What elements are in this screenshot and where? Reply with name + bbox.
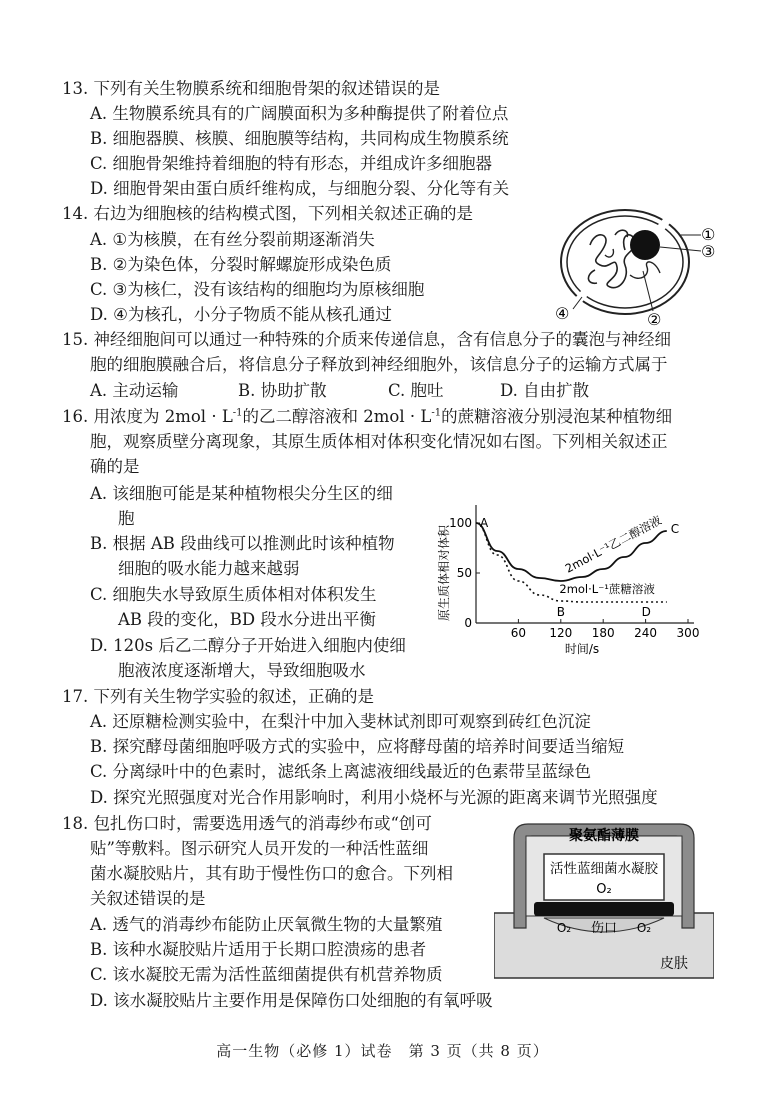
page-footer: 高一生物（必修 1）试卷 第 3 页（共 8 页）	[216, 1042, 549, 1060]
q14-option-d: D. ④为核孔，小分子物质不能从核孔通过	[90, 305, 392, 324]
q17-option-d: D. 探究光照强度对光合作用影响时，利用小烧杯与光源的距离来调节光照强度	[90, 788, 658, 807]
y-axis-label: 原生质体相对体积	[437, 524, 451, 622]
q15-option-d: D. 自由扩散	[500, 381, 590, 400]
q17-option-c: C. 分离绿叶中的色素时，滤纸条上离滤液细线最近的色素带呈蓝绿色	[90, 762, 592, 781]
q18-line2: 贴”等敷料。图示研究人员开发的一种活性蓝细	[90, 839, 429, 858]
q16-option-b1: B. 根据 AB 段曲线可以推测此时该种植物	[90, 534, 395, 553]
leader-line-4	[573, 297, 582, 309]
nucleolus	[630, 230, 660, 260]
q18-option-b: B. 该种水凝胶贴片适用于长期口腔溃疡的患者	[90, 940, 427, 959]
q18-line4: 关叙述错误的是	[90, 889, 206, 908]
q14-option-a: A. ①为核膜，在有丝分裂前期逐渐消失	[90, 230, 375, 249]
wound-label: 伤口	[590, 921, 618, 936]
nuclear-pore	[576, 290, 589, 303]
q16-option-c1: C. 细胞失水导致原生质体相对体积发生	[90, 585, 377, 604]
q16-line1	[62, 404, 672, 429]
y-tick-label: 100	[449, 516, 472, 530]
q15-line1: 15. 神经细胞间可以通过一种特殊的介质来传递信息，含有信息分子的囊泡与神经细	[62, 330, 671, 349]
hydrogel-base	[534, 902, 674, 916]
o2-top-label: O₂	[596, 882, 612, 897]
q16-option-d1: D. 120s 后乙二醇分子开始进入细胞内使细	[90, 636, 406, 655]
q13-option-d: D. 细胞骨架由蛋白质纤维构成，与细胞分裂、分化等有关	[90, 179, 510, 198]
nuclear-pore	[658, 218, 671, 231]
q18-option-c: C. 该水凝胶无需为活性蓝细菌提供有机营养物质	[90, 965, 443, 984]
q16-line3: 确的是	[90, 457, 140, 476]
series-label-ethylene-glycol: 2mol·L⁻¹乙二醇溶液	[562, 513, 664, 576]
q16-option-d2: 胞液浓度逐渐增大，导致细胞吸水	[118, 661, 366, 680]
x-tick-label: 180	[591, 626, 615, 640]
x-axis-label: 时间/s	[564, 642, 600, 656]
q16-sup-1: -1	[232, 407, 243, 419]
q14-option-b: B. ②为染色体，分裂时解螺旋形成染色质	[90, 255, 392, 274]
q18-line3: 菌水凝胶贴片，其有助于慢性伤口的愈合。下列相	[90, 864, 453, 883]
label-3: ③	[701, 242, 716, 261]
q16-line1-pre: 16. 用浓度为 2mol · L	[62, 407, 233, 426]
q16-option-a2: 胞	[118, 509, 135, 528]
q16-option-a1: A. 该细胞可能是某种植物根尖分生区的细	[90, 484, 393, 503]
membrane-label: 聚氨酯薄膜	[569, 828, 639, 844]
q15-option-a: A. 主动运输	[90, 381, 179, 400]
point-label-b: B	[556, 605, 566, 619]
point-label-a: A	[480, 516, 489, 530]
q17-stem: 17. 下列有关生物学实验的叙述，正确的是	[62, 687, 374, 706]
point-label-c: C	[670, 522, 680, 536]
q13-stem: 13. 下列有关生物膜系统和细胞骨架的叙述错误的是	[62, 79, 440, 98]
nucleus-diagram	[555, 205, 725, 335]
q18-line1: 18. 包扎伤口时，需要选用透气的消毒纱布或“创可	[62, 814, 432, 833]
gel-label: 活性蓝细菌水凝胶	[550, 861, 658, 877]
x-tick-label: 300	[676, 626, 700, 640]
q14-option-c: C. ③为核仁，没有该结构的细胞均为原核细胞	[90, 280, 425, 299]
y-tick-label: 0	[464, 616, 472, 630]
o2-left-label: O₂	[556, 921, 572, 935]
q17-option-b: B. 探究酵母菌细胞呼吸方式的实验中，应将酵母菌的培养时间要适当缩短	[90, 737, 625, 756]
q13-option-c: C. 细胞骨架维持着细胞的特有形态，并组成许多细胞器	[90, 154, 493, 173]
q13-option-a: A. 生物膜系统具有的广阔膜面积为多种酶提供了附着位点	[90, 104, 509, 123]
q18-option-d: D. 该水凝胶贴片主要作用是保障伤口处细胞的有氧呼吸	[90, 991, 493, 1010]
skin-label: 皮肤	[660, 956, 688, 972]
q15-option-c: C. 胞吐	[388, 381, 444, 400]
q13-option-b: B. 细胞器膜、核膜、细胞膜等结构，共同构成生物膜系统	[90, 129, 509, 148]
hydrogel-patch-diagram	[494, 818, 714, 983]
q16-option-c2: AB 段的变化，BD 段水分进出平衡	[118, 610, 376, 629]
q14-stem: 14. 右边为细胞核的结构模式图，下列相关叙述正确的是	[62, 204, 473, 223]
q16-line1-post: 的蔗糖溶液分别浸泡某种植物细	[441, 407, 673, 426]
x-tick-label: 120	[549, 626, 573, 640]
x-tick-label: 240	[634, 626, 658, 640]
q16-line1-mid: 的乙二醇溶液和 2mol · L	[242, 407, 432, 426]
q16-option-b2: 细胞的吸水能力越来越弱	[118, 559, 300, 578]
chromatin	[588, 230, 635, 287]
volume-chart	[434, 478, 714, 658]
label-2: ②	[647, 310, 662, 329]
q18-option-a: A. 透气的消毒纱布能防止厌氧微生物的大量繁殖	[90, 915, 443, 934]
q17-option-a: A. 还原糖检测实验中，在梨汁中加入斐林试剂即可观察到砖红色沉淀	[90, 712, 591, 731]
series-label-sucrose: 2mol·L⁻¹蔗糖溶液	[559, 582, 655, 596]
point-label-d: D	[641, 605, 651, 619]
q16-sup-2: -1	[431, 407, 442, 419]
o2-right-label: O₂	[636, 921, 652, 935]
q15-option-b: B. 协助扩散	[238, 381, 327, 400]
label-1: ①	[701, 225, 716, 244]
y-tick-label: 50	[456, 566, 472, 580]
q16-line2: 胞，观察质壁分离现象，其原生质体相对体积变化情况如右图。下列相关叙述正	[90, 432, 668, 451]
q15-line2: 胞的细胞膜融合后，将信息分子释放到神经细胞外，该信息分子的运输方式属于	[90, 355, 668, 374]
x-tick-label: 60	[510, 626, 527, 640]
label-4: ④	[555, 304, 570, 323]
